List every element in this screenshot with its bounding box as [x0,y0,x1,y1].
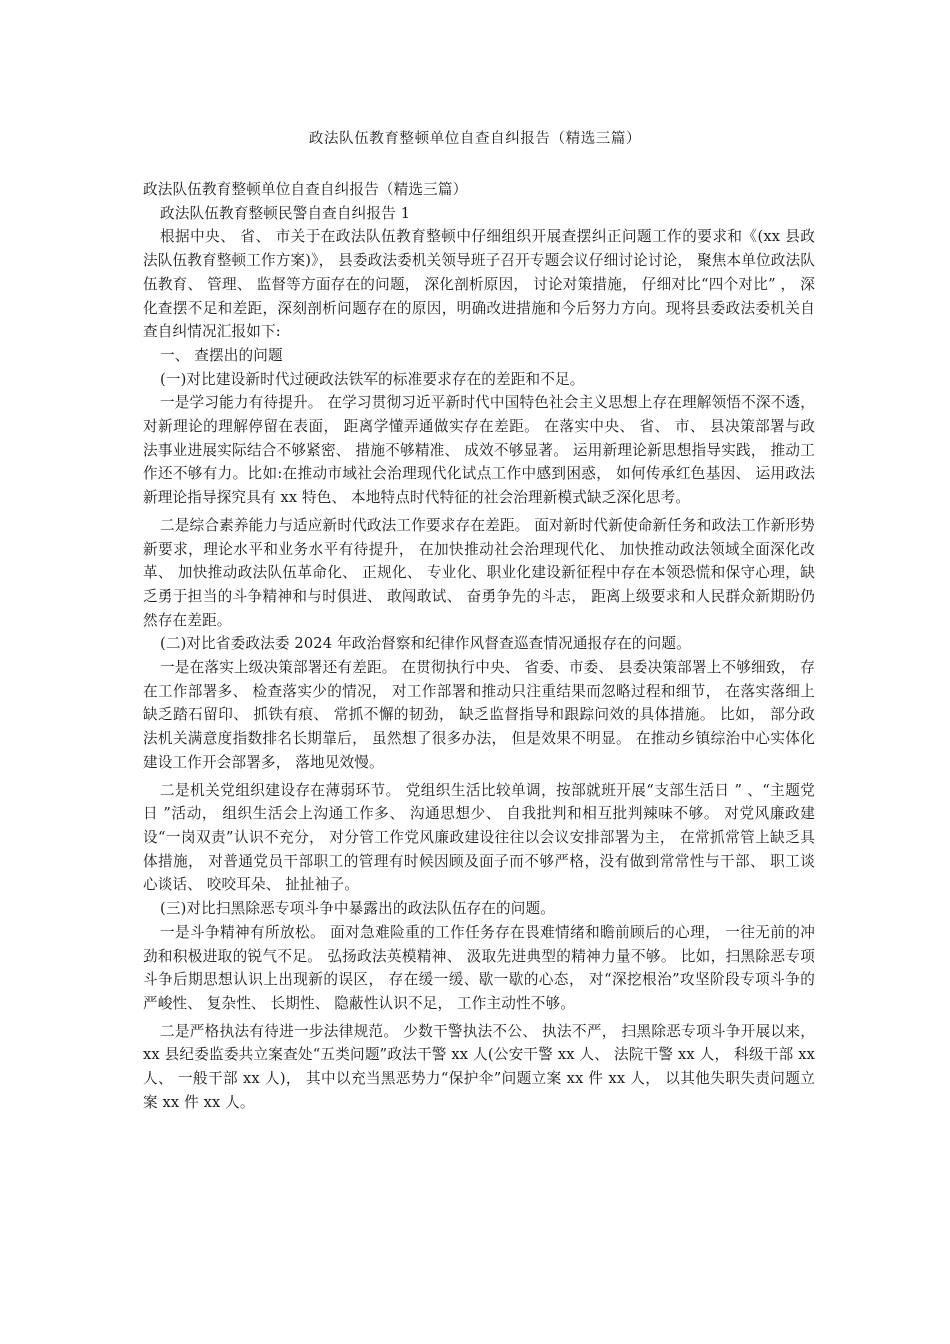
subsection-heading-1: (一)对比建设新时代过硬政法铁军的标准要求存在的差距和不足。 [160,370,585,388]
doc-subheading: 政法队伍教育整顿民警自查自纠报告 1 [160,204,411,222]
paragraph-party-building: 二是机关党组织建设存在薄弱环节。 党组织生活比较单调，按部就班开展“支部生活日 ” 、“主题党日 ”活动， 组织生活会上沟通工作多、 沟通思想少、 自我批判和相互批判辣味不够。 对党风廉政建设“一岗双责”认识不充分， 对分管工作党风廉政建设往往以会议安排部署为主， 在常抓常管上缺乏具体措施， 对普通党员干部职工的管理有时候因顾及面子而不够严格，没有做到常常性与干部、 职工谈心谈话、 咬咬耳朵、 扯扯袖子。 [143,781,815,894]
paragraph-learning: 一是学习能力有待提升。 在学习贯彻习近平新时代中国特色社会主义思想上存在理解领悟不深不透，对新理论的理解停留在表面， 距离学懂弄通做实存在差距。 在落实中央、 省、 市、 县决策部署与政法事业进展实际结合不够紧密、 措施不够精准、 成效不够显著。 运用新理论新思想指导实践， 推动工作还不够有力。比如:在推动市域社会治理现代化试点工作中感到困惑， 如何传承红色基因、 运用政法新理论指导探究具有 xx 特色、 本地特点时代特征的社会治理新模式缺乏深化思考。 [143,394,815,507]
doc-heading: 政法队伍教育整顿单位自查自纠报告（精选三篇） [143,181,468,198]
paragraph-law-enforcement: 二是严格执法有待进一步法律规范。 少数干警执法不公、 执法不严， 扫黑除恶专项斗争开展以来， xx 县纪委监委共立案查处“五类问题”政法干警 xx 人(公安干警 xx 人、 法院干警 xx 人， 科级干部 xx 人、 一般干部 xx 人)， 其中以充当黑恶势力“保护伞”问题立案 xx 件 xx 人， 以其他失职失责问题立案 xx 件 xx 人。 [143,1022,815,1111]
paragraph-intro: 根据中央、 省、 市关于在政法队伍教育整顿中仔细组织开展查摆纠正问题工作的要求和《(xx 县政法队伍教育整顿工作方案)》， 县委政法委机关领导班子召开专题会议仔细讨论讨论， 聚焦本单位政法队伍教育、 管理、 监督等方面存在的问题， 深化剖析原因， 讨论对策措施， 仔细对比“四个对比” ， 深化查摆不足和差距，深刻剖析问题存在的原因，明确改进措施和今后努力方向。现将县委政法委机关自查自纠情况汇报如下: [143,228,815,341]
subsection-heading-3: (三)对比扫黑除恶专项斗争中暴露出的政法队伍存在的问题。 [160,900,556,918]
subsection-heading-2: (二)对比省委政法委 2024 年政治督察和纪律作风督查巡查情况通报存在的问题。 [160,635,691,653]
paragraph-implementation: 一是在落实上级决策部署还有差距。 在贯彻执行中央、 省委、市委、 县委决策部署上不够细致， 存在工作部署多、 检查落实少的情况， 对工作部署和推动只注重结果而忽略过程和细节， 在落实落细上缺乏踏石留印、 抓铁有痕、 常抓不懈的韧劲， 缺乏监督指导和跟踪问效的具体措施。 比如， 部分政法机关满意度指数排名长期靠后， 虽然想了很多办法， 但是效果不明显。 在推动乡镇综治中心实体化建设工作开会部署多， 落地见效慢。 [143,659,815,771]
section-heading-1: 一、 查摆出的问题 [160,346,283,364]
document-body [143,178,815,1114]
paragraph-competence: 二是综合素养能力与适应新时代政法工作要求存在差距。 面对新时代新使命新任务和政法工作新形势新要求，理论水平和业务水平有待提升， 在加快推动社会治理现代化、 加快推动政法领域全面深化改革、 加快推动政法队伍革命化、 正规化、 专业化、职业化建设新征程中存在本领恐慌和保守心理，缺乏勇于担当的斗争精神和与时俱进、 敢闯敢试、 奋勇争先的斗志， 距离上级要求和人民群众新期盼仍然存在差距。 [143,516,815,629]
document-title: 政法队伍教育整顿单位自查自纠报告（精选三篇） [308,131,642,147]
paragraph-fighting-spirit: 一是斗争精神有所放松。 面对急难险重的工作任务存在畏难情绪和瞻前顾后的心理， 一往无前的冲劲和积极进取的锐气不足。 弘扬政法英模精神、 汲取先进典型的精神力量不够。 比如，扫黑除恶专项斗争后期思想认识上出现新的误区， 存在缓一缓、歇一歇的心态， 对“深挖根治”攻坚阶段专项斗争的严峻性、 复杂性、 长期性、 隐蔽性认识不足， 工作主动性不够。 [143,923,815,1012]
